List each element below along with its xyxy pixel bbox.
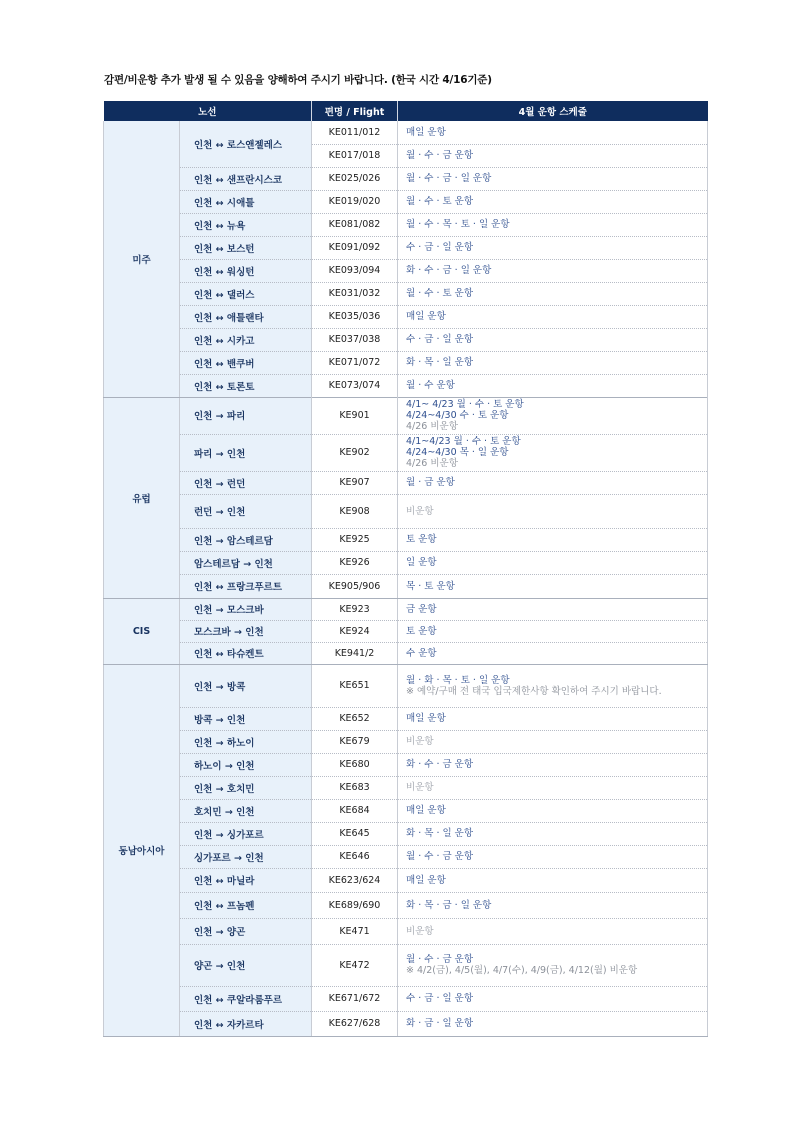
table-row	[104, 434, 708, 471]
table-row	[104, 664, 708, 707]
table-row	[104, 305, 708, 328]
schedule-note: ※ 예약/구매 전 태국 입국제한사항 확인하여 주시기 바랍니다.	[406, 685, 662, 697]
schedule-line: 4/26 비운항	[406, 458, 458, 469]
flight-cell: KE926	[312, 551, 398, 574]
schedule-table	[103, 101, 708, 1037]
route-cell: 인천 ↔ 시카고	[180, 328, 312, 351]
schedule-line: 4/26 비운항	[406, 420, 458, 432]
schedule-cell: 화 · 수 · 금 운항	[398, 753, 708, 776]
table-row	[104, 190, 708, 213]
route-cell: 싱가포르 → 인천	[180, 845, 312, 868]
route-cell: 하노이 → 인천	[180, 753, 312, 776]
flight-cell: KE908	[312, 494, 398, 528]
route-cell: 호치민 → 인천	[180, 799, 312, 822]
table-row	[104, 551, 708, 574]
table-row	[104, 328, 708, 351]
schedule-cell: 금 운항	[398, 598, 708, 620]
table-row	[104, 471, 708, 494]
table-row	[104, 236, 708, 259]
flight-cell: KE073/074	[312, 374, 398, 397]
flight-cell: KE683	[312, 776, 398, 799]
header-flight: 편명 / Flight	[312, 101, 398, 121]
table-row	[104, 598, 708, 620]
table-row	[104, 845, 708, 868]
flight-cell: KE680	[312, 753, 398, 776]
notice-text: 감편/비운항 추가 발생 될 수 있음을 양해하여 주시기 바랍니다. (한국 시간 4/16기준)	[104, 74, 492, 86]
route-cell: 인천 ↔ 프놈펜	[180, 892, 312, 918]
header-schedule: 4월 운항 스케줄	[398, 101, 708, 121]
schedule-line: 4/24~4/30 수 · 토 운항	[406, 409, 509, 421]
schedule-cell: 화 · 수 · 금 · 일 운항	[398, 259, 708, 282]
schedule-cell: 월 · 수 · 토 운항	[398, 282, 708, 305]
schedule-cell: 화 · 목 · 금 · 일 운항	[398, 892, 708, 918]
table-row	[104, 351, 708, 374]
schedule-line: 월 · 수 · 금 운항	[406, 954, 474, 965]
flight-cell: KE645	[312, 822, 398, 845]
table-row	[104, 574, 708, 598]
table-row	[104, 213, 708, 236]
route-cell: 인천 ↔ 쿠알라룸푸르	[180, 986, 312, 1011]
table-row	[104, 753, 708, 776]
schedule-cell: 수 · 금 · 일 운항	[398, 986, 708, 1011]
table-row	[104, 918, 708, 944]
flight-cell: KE472	[312, 944, 398, 986]
route-cell: 인천 ↔ 샌프란시스코	[180, 167, 312, 190]
route-cell: 인천 ↔ 시애틀	[180, 190, 312, 213]
flight-cell: KE923	[312, 598, 398, 620]
schedule-cell: 월 · 수 · 목 · 토 · 일 운항	[398, 213, 708, 236]
route-cell: 인천 ↔ 프랑크푸르트	[180, 574, 312, 598]
flight-cell: KE679	[312, 730, 398, 753]
route-cell: 인천 → 암스테르담	[180, 528, 312, 551]
schedule-cell: 수 운항	[398, 642, 708, 664]
flight-cell: KE671/672	[312, 986, 398, 1011]
schedule-cell: 매일 운항	[398, 707, 708, 730]
schedule-cell: 수 · 금 · 일 운항	[398, 328, 708, 351]
flight-cell: KE684	[312, 799, 398, 822]
route-cell: 인천 ↔ 애틀랜타	[180, 305, 312, 328]
flight-cell: KE905/906	[312, 574, 398, 598]
route-cell: 인천 → 방콕	[180, 664, 312, 707]
flight-cell: KE071/072	[312, 351, 398, 374]
schedule-cell	[398, 664, 708, 707]
region-na: 미주	[104, 121, 180, 397]
region-eu: 유럽	[104, 397, 180, 598]
flight-cell: KE081/082	[312, 213, 398, 236]
schedule-cell: 월 · 수 · 토 운항	[398, 190, 708, 213]
schedule-cell: 토 운항	[398, 528, 708, 551]
flight-cell: KE901	[312, 397, 398, 434]
flight-cell: KE652	[312, 707, 398, 730]
schedule-cell	[398, 434, 708, 471]
route-cell: 양곤 → 인천	[180, 944, 312, 986]
schedule-cell: 매일 운항	[398, 305, 708, 328]
schedule-cell: 일 운항	[398, 551, 708, 574]
route-cell: 파리 → 인천	[180, 434, 312, 471]
route-cell: 인천 ↔ 뉴욕	[180, 213, 312, 236]
table-row	[104, 944, 708, 986]
flight-cell: KE017/018	[312, 144, 398, 167]
schedule-cell: 월 · 수 운항	[398, 374, 708, 397]
flight-cell: KE689/690	[312, 892, 398, 918]
region-cis: CIS	[104, 598, 180, 664]
route-cell: 인천 → 양곤	[180, 918, 312, 944]
table-row	[104, 868, 708, 892]
schedule-cell: 매일 운항	[398, 868, 708, 892]
table-row	[104, 121, 708, 144]
route-cell: 인천 ↔ 타슈켄트	[180, 642, 312, 664]
route-cell: 인천 ↔ 밴쿠버	[180, 351, 312, 374]
route-cell: 인천 ↔ 워싱턴	[180, 259, 312, 282]
flight-cell: KE025/026	[312, 167, 398, 190]
table-row	[104, 1011, 708, 1036]
flight-cell: KE907	[312, 471, 398, 494]
schedule-cell: 비운항	[398, 730, 708, 753]
schedule-cell: 화 · 목 · 일 운항	[398, 822, 708, 845]
flight-cell: KE902	[312, 434, 398, 471]
flight-cell: KE646	[312, 845, 398, 868]
table-row	[104, 892, 708, 918]
route-cell: 인천 ↔ 보스턴	[180, 236, 312, 259]
table-row	[104, 986, 708, 1011]
table-row	[104, 374, 708, 397]
schedule-cell: 월 · 수 · 금 운항	[398, 845, 708, 868]
flight-cell: KE925	[312, 528, 398, 551]
schedule-cell	[398, 944, 708, 986]
route-cell: 인천 ↔ 토론토	[180, 374, 312, 397]
table-row	[104, 730, 708, 753]
flight-cell: KE924	[312, 620, 398, 642]
route-cell: 인천 → 파리	[180, 397, 312, 434]
schedule-cell: 월 · 금 운항	[398, 471, 708, 494]
table-row	[104, 528, 708, 551]
route-cell: 인천 → 하노이	[180, 730, 312, 753]
route-cell: 암스테르담 → 인천	[180, 551, 312, 574]
table-row	[104, 822, 708, 845]
schedule-note: ※ 4/2(금), 4/5(월), 4/7(수), 4/9(금), 4/12(월) 비운항	[406, 965, 638, 976]
route-cell: 인천 → 싱가포르	[180, 822, 312, 845]
schedule-cell: 비운항	[398, 494, 708, 528]
flight-cell: KE623/624	[312, 868, 398, 892]
flight-cell: KE091/092	[312, 236, 398, 259]
table-row	[104, 397, 708, 434]
flight-cell: KE941/2	[312, 642, 398, 664]
table-row	[104, 282, 708, 305]
schedule-cell: 매일 운항	[398, 121, 708, 144]
schedule-cell: 매일 운항	[398, 799, 708, 822]
schedule-cell: 수 · 금 · 일 운항	[398, 236, 708, 259]
table-row	[104, 799, 708, 822]
schedule-line: 4/24~4/30 목 · 일 운항	[406, 447, 509, 458]
route-cell: 인천 ↔ 마닐라	[180, 868, 312, 892]
schedule-cell: 월 · 수 · 금 · 일 운항	[398, 167, 708, 190]
route-cell: 인천 → 모스크바	[180, 598, 312, 620]
schedule-cell: 화 · 목 · 일 운항	[398, 351, 708, 374]
schedule-cell	[398, 397, 708, 434]
table-row	[104, 494, 708, 528]
schedule-line: 4/1~4/23 월 · 수 · 토 운항	[406, 436, 521, 447]
schedule-line: 월 · 화 · 목 · 토 · 일 운항	[406, 674, 510, 686]
table-row	[104, 776, 708, 799]
route-cell: 인천 → 호치민	[180, 776, 312, 799]
flight-cell: KE031/032	[312, 282, 398, 305]
header-route: 노선	[104, 101, 312, 121]
schedule-cell: 목 · 토 운항	[398, 574, 708, 598]
table-row	[104, 167, 708, 190]
flight-cell: KE019/020	[312, 190, 398, 213]
schedule-cell: 토 운항	[398, 620, 708, 642]
flight-cell: KE093/094	[312, 259, 398, 282]
route-cell: 모스크바 → 인천	[180, 620, 312, 642]
flight-cell: KE035/036	[312, 305, 398, 328]
route-cell: 인천 ↔ 댈러스	[180, 282, 312, 305]
flight-cell: KE037/038	[312, 328, 398, 351]
route-cell: 런던 → 인천	[180, 494, 312, 528]
schedule-cell: 화 · 금 · 일 운항	[398, 1011, 708, 1036]
region-sea: 동남아시아	[104, 664, 180, 1036]
table-row	[104, 707, 708, 730]
flight-cell: KE651	[312, 664, 398, 707]
table-row	[104, 620, 708, 642]
schedule-cell: 비운항	[398, 918, 708, 944]
flight-cell: KE011/012	[312, 121, 398, 144]
schedule-cell: 비운항	[398, 776, 708, 799]
table-header	[104, 101, 708, 121]
route-cell: 인천 ↔ 자카르타	[180, 1011, 312, 1036]
schedule-cell: 월 · 수 · 금 운항	[398, 144, 708, 167]
table-row	[104, 642, 708, 664]
route-cell: 인천 → 런던	[180, 471, 312, 494]
route-cell: 인천 ↔ 로스앤젤레스	[180, 121, 312, 167]
schedule-line: 4/1~ 4/23 월 · 수 · 토 운항	[406, 398, 524, 410]
flight-cell: KE627/628	[312, 1011, 398, 1036]
route-cell: 방콕 → 인천	[180, 707, 312, 730]
flight-cell: KE471	[312, 918, 398, 944]
table-row	[104, 259, 708, 282]
